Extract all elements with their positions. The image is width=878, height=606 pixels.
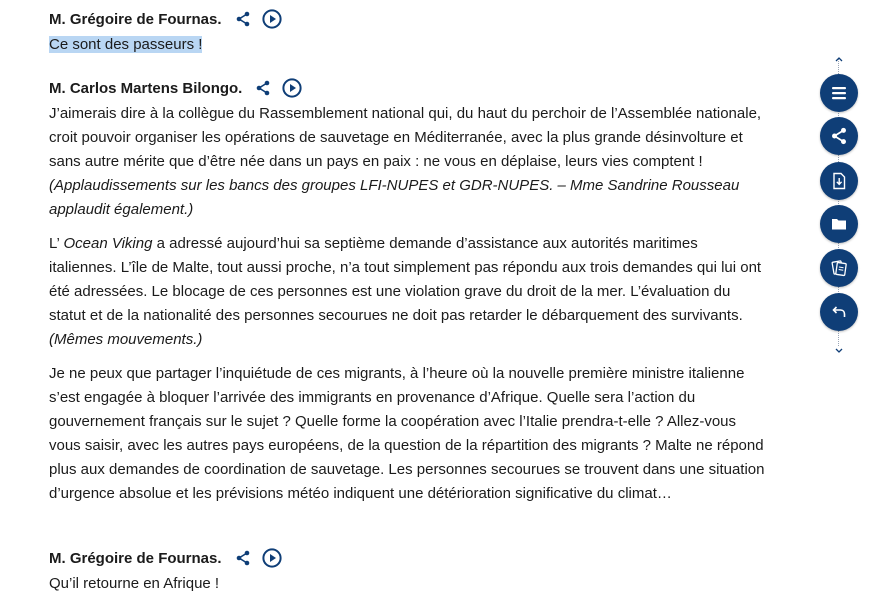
download-button[interactable] <box>820 162 858 200</box>
share-icon[interactable] <box>234 549 252 567</box>
intervention <box>49 6 769 67</box>
ship-name: Ocean Viking <box>63 235 153 252</box>
share-icon[interactable] <box>234 10 252 28</box>
intervention <box>49 545 769 606</box>
selected-text: Ce sont des passeurs ! <box>49 36 203 53</box>
speaker-name[interactable]: M. Carlos Martens Bilongo. <box>49 79 243 97</box>
stage-direction: (Mêmes mouvements.) <box>49 331 203 348</box>
speaker-row <box>49 6 769 32</box>
speech-paragraph <box>49 362 769 506</box>
speech-text: Je ne peux que partager l’inquiétude de ces migrants, à l’heure où la nouvelle première ministre italienne s’est engagée à bloquer l’arrivée des immigrants en provenance d’Afrique. Quelle sera l’action du gouvernement français sur le sujet ? Quelle forme la coopération avec l’Italie prendra-t-elle ? Allez-vous vous saisir, avec les autres pays européens, de la question de la répartition des migrants ? Malte ne répond plus aux demandes de coordination de sauvetage. Les personnes secourues se trouvent dans une situation d’urgence absolue et les prévisions météo indiquent une détérioration significative du climat… <box>49 365 765 502</box>
menu-icon <box>830 84 848 102</box>
speaker-name[interactable]: M. Grégoire de Fournas. <box>49 10 222 28</box>
translate-button[interactable] <box>820 249 858 287</box>
intervention <box>49 75 769 516</box>
chevron-down-icon[interactable] <box>834 342 844 352</box>
menu-button[interactable] <box>820 74 858 112</box>
speaker-name[interactable]: M. Grégoire de Fournas. <box>49 549 222 567</box>
speech-text: L’ <box>49 235 64 252</box>
translate-document-icon <box>830 259 848 277</box>
share-button[interactable] <box>820 117 858 155</box>
back-arrow-icon <box>830 303 848 321</box>
folder-button[interactable] <box>820 205 858 243</box>
speech-paragraph <box>49 232 769 352</box>
speaker-row <box>49 75 769 101</box>
stage-direction: (Applaudissements sur les bancs des groupes LFI-NUPES et GDR-NUPES. – Mme Sandrine Rousseau applaudit également.) <box>49 177 740 218</box>
speech-text: Qu’il retourne en Afrique ! <box>49 575 220 592</box>
speech-paragraph <box>49 572 769 596</box>
back-button[interactable] <box>820 293 858 331</box>
speech-text: a adressé aujourd’hui sa septième demande d’assistance aux autorités maritimes italiennes. L’île de Malte, tout aussi proche, n’a tout simplement pas répondu aux trois demandes qui lui ont été adressées. Le blocage de ces personnes est une violation grave du droit de la mer. L’évaluation du statut et de la nationalité des personnes secourues ne doit pas retarder le débarquement des survivants. <box>49 235 762 324</box>
play-circle-icon[interactable] <box>282 78 302 98</box>
share-icon <box>830 127 848 145</box>
folder-icon <box>830 215 848 233</box>
play-circle-icon[interactable] <box>262 548 282 568</box>
speech-paragraph <box>49 33 769 57</box>
speech-text: J’aimerais dire à la collègue du Rassemblement national qui, du haut du perchoir de l’Assemblée nationale, croit pouvoir organiser les opérations de sauvetage en Méditerranée, avec la plus grande désinvolture et sans autre mérite que d’être née dans un pays en paix : ne vous en déplaise, leurs vies comptent ! <box>49 105 762 170</box>
download-document-icon <box>830 172 848 190</box>
play-circle-icon[interactable] <box>262 9 282 29</box>
speaker-row <box>49 545 769 571</box>
speech-paragraph <box>49 102 769 222</box>
chevron-up-icon[interactable] <box>834 52 844 62</box>
share-icon[interactable] <box>254 79 272 97</box>
